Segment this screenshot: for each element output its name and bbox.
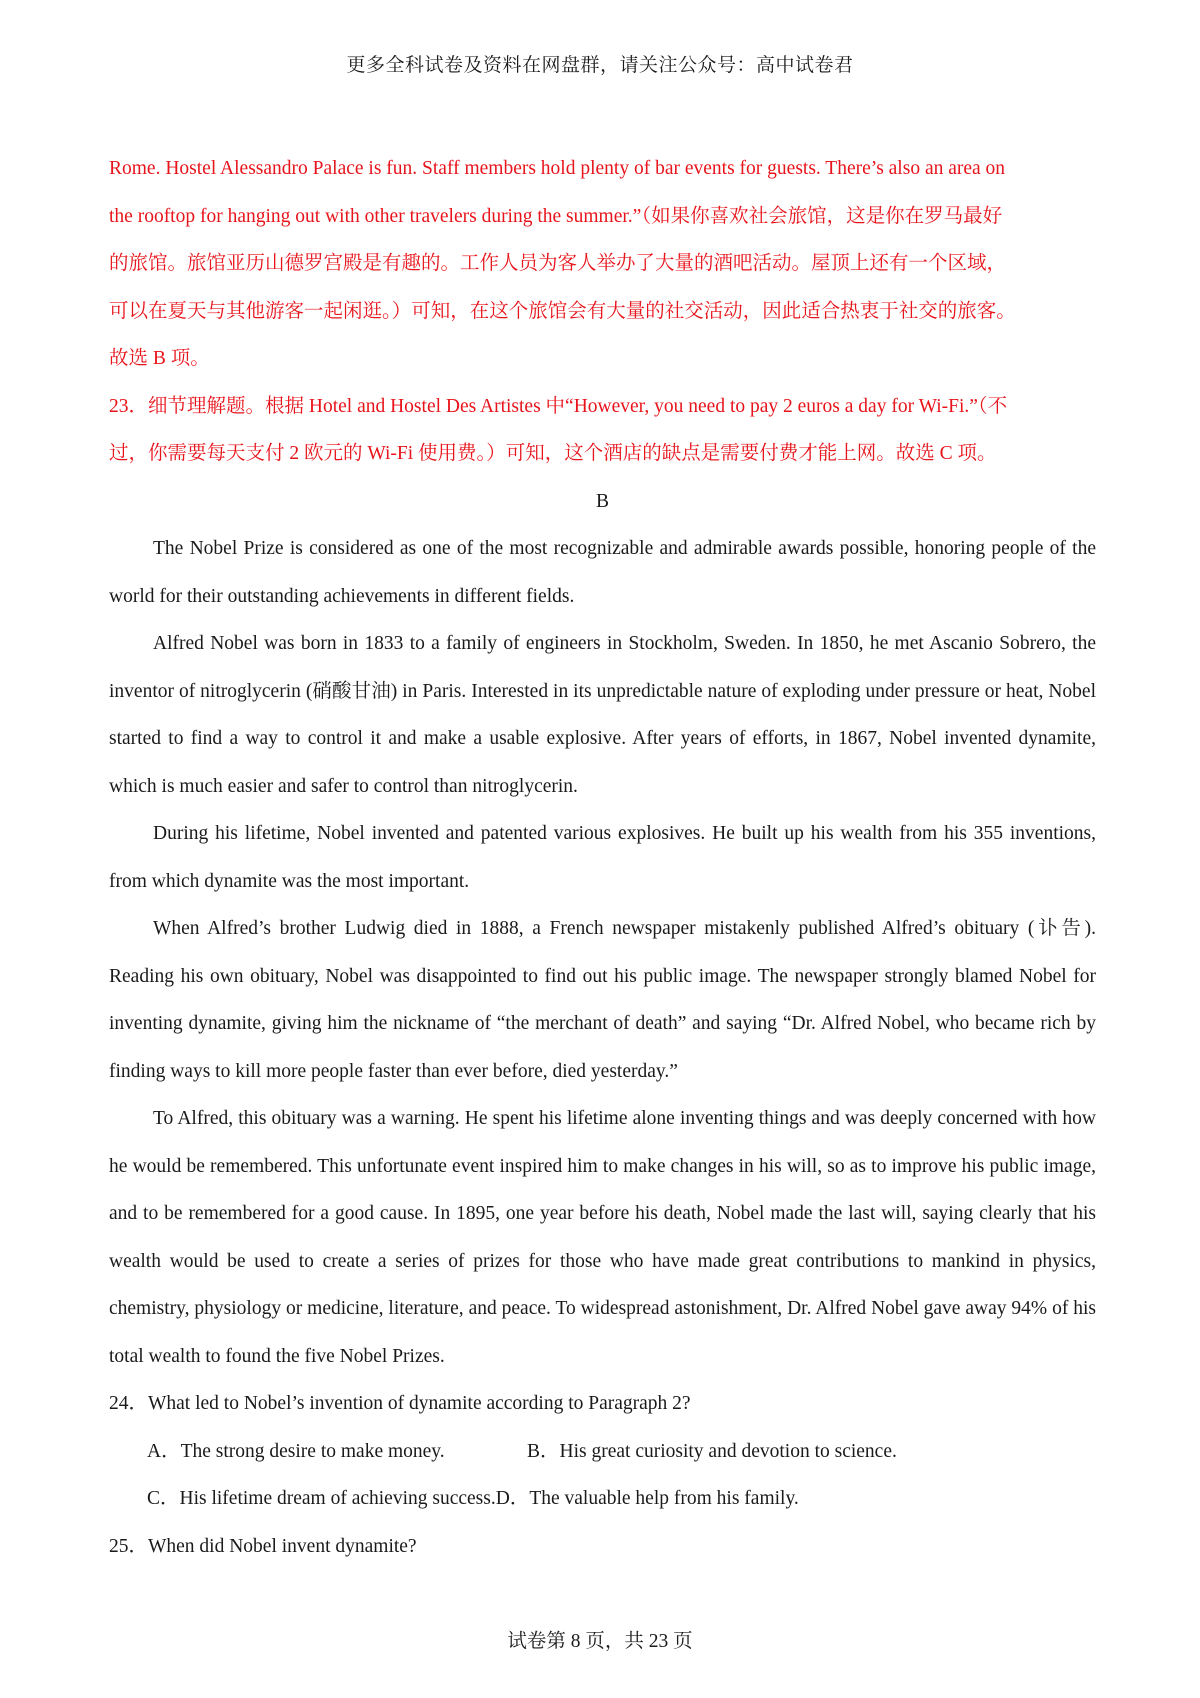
passage-paragraph: The Nobel Prize is considered as one of the most recognizable and admirable awards possible, honoring people of the world for their outstanding achievements in different fields. <box>109 538 1096 607</box>
q23-explanation-line: 23．细节理解题。根据 Hotel and Hostel Des Artistes 中“However, you need to pay 2 euros a day for Wi-Fi.”（不 <box>109 395 1008 417</box>
explanation-line: 故选 B 项。 <box>109 348 210 369</box>
question-24 <box>109 1380 1096 1523</box>
option-row <box>109 1475 1096 1523</box>
explanation-line: 的旅馆。旅馆亚历山德罗宫殿是有趣的。工作人员为客人举办了大量的酒吧活动。屋顶上还有一个区域， <box>109 253 1007 274</box>
option-row <box>109 1428 1096 1476</box>
explanation-line: 可以在夏天与其他游客一起闲逛。）可知，在这个旅馆会有大量的社交活动，因此适合热衷于社交的旅客。 <box>109 300 1016 322</box>
passage-paragraph: To Alfred, this obituary was a warning. He spent his lifetime alone inventing things and was deeply concerned with how he would be remembered. This unfortunate event inspired him to make changes in his will, so as to improve his public image, and to be remembered for a good cause. In 1895, one year before his death, Nobel made the last will, saying clearly that his wealth would be used to create a series of prizes for those who have made great contributions to mankind in physics, chemistry, physiology or medicine, literature, and peace. To widespread astonishment, Dr. Alfred Nobel gave away 94% of his total wealth to found the five Nobel Prizes. <box>109 1108 1096 1367</box>
option-a: A．The strong desire to make money. <box>147 1440 445 1462</box>
option-c: C．His lifetime dream of achieving success. <box>147 1488 496 1509</box>
passage-paragraph: When Alfred’s brother Ludwig died in 1888, a French newspaper mistakenly published Alfred’s obituary (讣告). Reading his own obituary, Nobel was disappointed to find out his public image. The newspaper strongly blamed Nobel for inventing dynamite, giving him the nickname of “the merchant of death” and saying “Dr. Alfred Nobel, who became rich by finding ways to kill more people faster than ever before, died yesterday.” <box>109 918 1096 1082</box>
passage-paragraph: During his lifetime, Nobel invented and patented various explosives. He built up his wealth from his 355 inventions, from which dynamite was the most important. <box>109 823 1096 892</box>
section-letter: B <box>595 490 609 512</box>
page-content <box>109 145 1096 1570</box>
reading-passage <box>109 525 1096 1380</box>
q23-explanation-line: 过，你需要每天支付 2 欧元的 Wi-Fi 使用费。）可知，这个酒店的缺点是需要付费才能上网。故选 C 项。 <box>109 443 997 464</box>
page-number: 试卷第 8 页，共 23 页 <box>507 1631 693 1652</box>
explanation-line: the rooftop for hanging out with other travelers during the summer.”（如果你喜欢社会旅馆，这是你在罗马最好 <box>109 205 1003 227</box>
question-stem: 25．When did Nobel invent dynamite? <box>109 1535 417 1557</box>
question-25 <box>109 1523 1096 1571</box>
passage-paragraph: Alfred Nobel was born in 1833 to a family of engineers in Stockholm, Sweden. In 1850, he met Ascanio Sobrero, the inventor of nitroglycerin (硝酸甘油) in Paris. Interested in its unpredictable nature of exploding under pressure or heat, Nobel started to find a way to control it and make a usable explosive. After years of efforts, in 1867, Nobel invented dynamite, which is much easier and safer to control than nitroglycerin. <box>109 633 1096 797</box>
answer-explanation <box>109 145 1096 478</box>
page-header: 更多全科试卷及资料在网盘群，请关注公众号：高中试卷君 <box>346 55 854 76</box>
question-stem: 24．What led to Nobel’s invention of dynamite according to Paragraph 2? <box>109 1393 691 1414</box>
option-b: B．His great curiosity and devotion to science. <box>527 1440 897 1462</box>
option-d: D．The valuable help from his family. <box>495 1488 799 1509</box>
explanation-line: Rome. Hostel Alessandro Palace is fun. Staff members hold plenty of bar events for guests. There’s also an area on <box>109 158 1006 179</box>
